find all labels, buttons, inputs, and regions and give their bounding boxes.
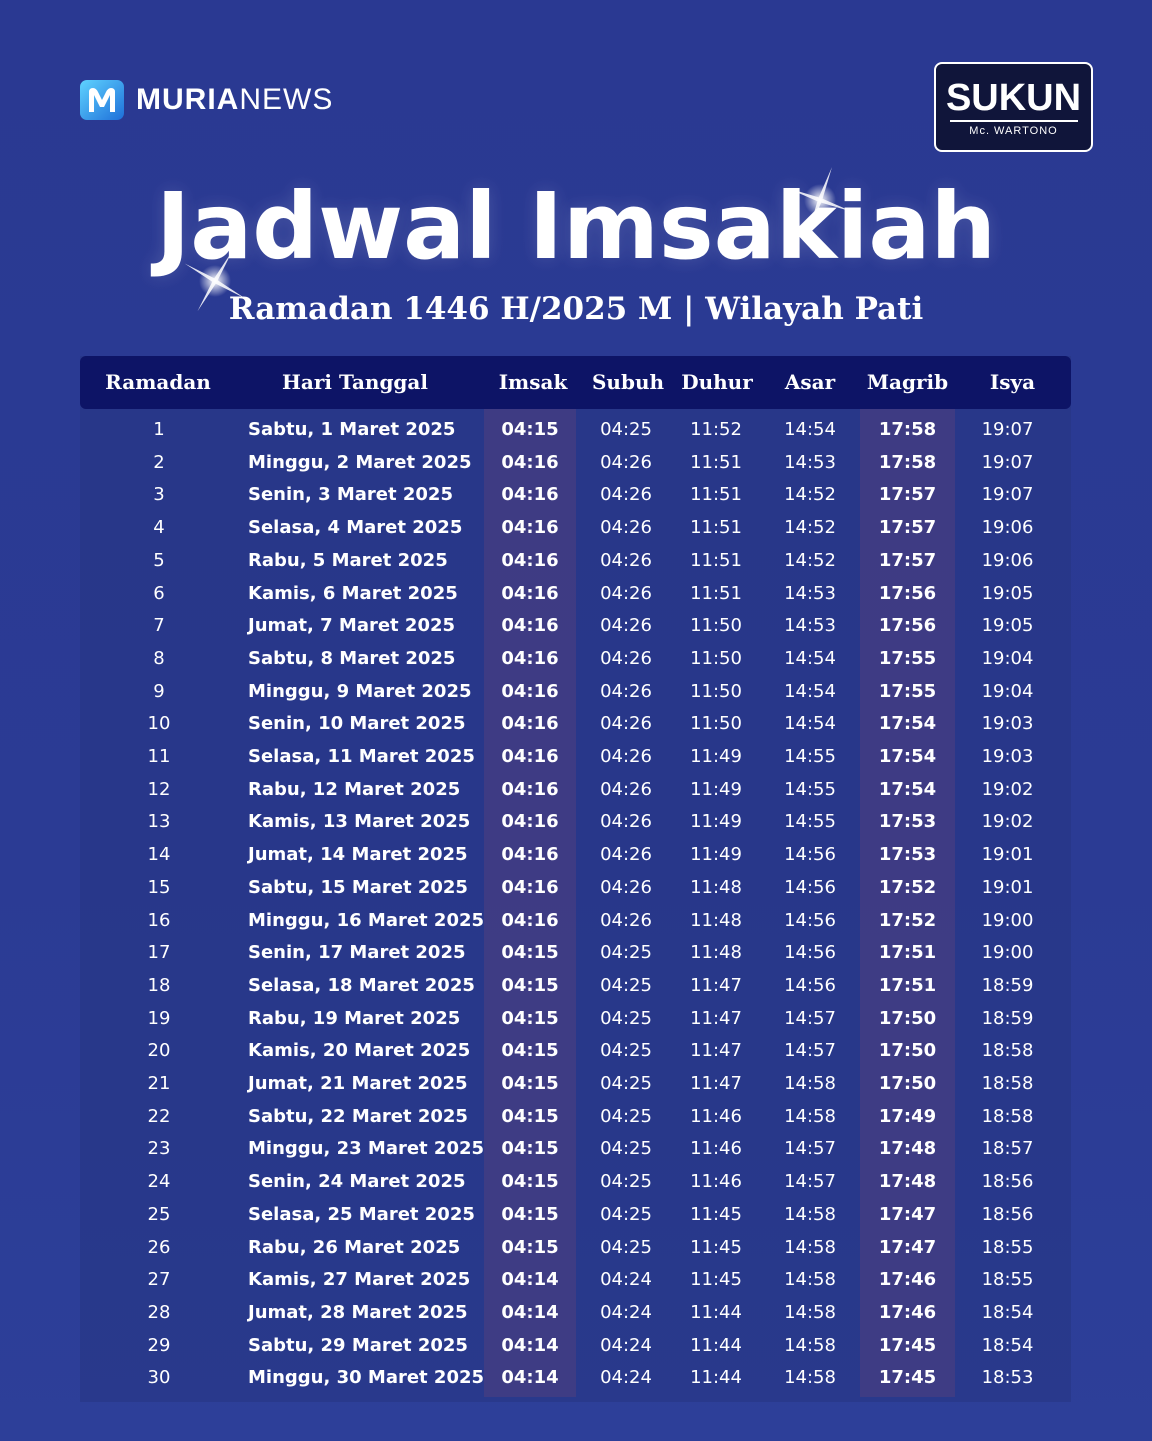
muria-news-logo-icon [80, 80, 124, 120]
page-title: Jadwal Imsakiah [155, 173, 997, 280]
imsak-time: 04:16 [501, 876, 559, 898]
asar-time: 14:58 [784, 1367, 836, 1389]
duhur-time: 11:49 [690, 811, 742, 833]
ramadan-day: 21 [147, 1073, 171, 1094]
duhur-time: 11:44 [690, 1301, 742, 1323]
imsak-time: 04:15 [501, 1007, 559, 1029]
duhur-time: 11:46 [690, 1105, 742, 1127]
isya-time: 19:02 [981, 811, 1034, 833]
isya-time: 18:53 [981, 1367, 1034, 1389]
sukun-divider [950, 120, 1078, 122]
date: Sabtu, 8 Maret 2025 [248, 647, 456, 669]
isya-time: 19:06 [981, 549, 1034, 571]
header-isya: Isya [989, 370, 1036, 394]
subuh-time: 04:25 [600, 1203, 652, 1225]
duhur-time: 11:47 [690, 1040, 742, 1062]
imsak-time: 04:14 [501, 1269, 559, 1291]
imsak-time: 04:15 [501, 1203, 559, 1225]
date: Selasa, 25 Maret 2025 [248, 1203, 475, 1225]
ramadan-day: 16 [147, 909, 171, 931]
magrib-time: 17:56 [878, 615, 937, 637]
magrib-time: 17:51 [878, 942, 937, 964]
ramadan-day: 17 [147, 942, 171, 964]
magrib-time: 17:52 [878, 909, 937, 931]
duhur-time: 11:45 [690, 1203, 742, 1225]
date: Rabu, 5 Maret 2025 [248, 549, 448, 571]
imsak-time: 04:16 [501, 549, 559, 571]
duhur-time: 11:51 [690, 484, 742, 506]
imsak-time: 04:16 [501, 484, 559, 506]
header-asar: Asar [784, 370, 836, 394]
imsak-time: 04:15 [501, 1105, 559, 1127]
isya-time: 18:57 [981, 1138, 1034, 1160]
isya-time: 19:01 [981, 844, 1034, 866]
ramadan-day: 24 [147, 1171, 171, 1193]
ramadan-day: 3 [153, 484, 165, 506]
subuh-time: 04:26 [600, 844, 652, 866]
subuh-time: 04:26 [600, 811, 652, 833]
subuh-time: 04:25 [600, 974, 652, 996]
header-imsak: Imsak [498, 370, 568, 394]
asar-time: 14:53 [784, 582, 836, 604]
date: Minggu, 9 Maret 2025 [248, 680, 472, 702]
isya-time: 19:05 [981, 582, 1034, 604]
date: Minggu, 2 Maret 2025 [248, 451, 472, 473]
ramadan-day: 11 [147, 746, 171, 767]
duhur-time: 11:51 [690, 549, 742, 571]
subuh-time: 04:26 [600, 484, 652, 506]
duhur-time: 11:49 [690, 746, 742, 767]
magrib-time: 17:50 [878, 1040, 937, 1062]
imsak-time: 04:15 [501, 1236, 559, 1258]
duhur-time: 11:51 [690, 517, 742, 539]
asar-time: 14:57 [784, 1007, 836, 1029]
ramadan-day: 4 [153, 517, 165, 539]
subuh-time: 04:25 [600, 942, 652, 964]
asar-time: 14:54 [784, 647, 836, 669]
subuh-time: 04:24 [600, 1334, 652, 1356]
imsak-time: 04:16 [501, 713, 559, 735]
isya-time: 18:55 [981, 1236, 1034, 1258]
date: Jumat, 21 Maret 2025 [248, 1073, 468, 1094]
magrib-time: 17:54 [878, 746, 937, 767]
duhur-time: 11:50 [690, 680, 742, 702]
subuh-time: 04:25 [600, 1073, 652, 1094]
isya-time: 18:58 [981, 1105, 1034, 1127]
magrib-time: 17:58 [878, 419, 937, 440]
subuh-time: 04:25 [600, 419, 652, 440]
asar-time: 14:57 [784, 1138, 836, 1160]
isya-time: 18:56 [981, 1171, 1034, 1193]
header-subuh: Subuh [591, 370, 665, 394]
duhur-time: 11:50 [690, 713, 742, 735]
date: Kamis, 27 Maret 2025 [248, 1269, 471, 1291]
ramadan-day: 28 [147, 1301, 171, 1323]
imsak-time: 04:16 [501, 680, 559, 702]
isya-time: 18:56 [981, 1203, 1034, 1225]
subuh-time: 04:26 [600, 876, 652, 898]
isya-time: 19:04 [981, 647, 1034, 669]
asar-time: 14:52 [784, 517, 836, 539]
header-ramadan: Ramadan [105, 370, 211, 394]
ramadan-day: 29 [147, 1334, 171, 1356]
magrib-time: 17:46 [878, 1269, 937, 1291]
isya-time: 19:03 [981, 746, 1034, 767]
isya-time: 18:55 [981, 1269, 1034, 1291]
ramadan-day: 9 [153, 680, 165, 702]
duhur-time: 11:50 [690, 647, 742, 669]
isya-time: 19:01 [981, 876, 1034, 898]
page-subtitle: Ramadan 1446 H/2025 M | Wilayah Pati [228, 291, 924, 327]
imsak-time: 04:15 [501, 1040, 559, 1062]
magrib-time: 17:46 [878, 1301, 937, 1323]
duhur-time: 11:46 [690, 1138, 742, 1160]
magrib-time: 17:56 [878, 582, 937, 604]
imsak-time: 04:15 [501, 1073, 559, 1094]
date: Selasa, 4 Maret 2025 [248, 517, 463, 539]
duhur-time: 11:49 [690, 778, 742, 800]
imsak-time: 04:16 [501, 615, 559, 637]
asar-time: 14:53 [784, 451, 836, 473]
magrib-time: 17:47 [878, 1236, 937, 1258]
asar-time: 14:56 [784, 974, 836, 996]
date: Kamis, 6 Maret 2025 [248, 582, 458, 604]
subuh-time: 04:26 [600, 582, 652, 604]
date: Sabtu, 1 Maret 2025 [248, 419, 456, 440]
imsak-time: 04:14 [501, 1301, 559, 1323]
date: Rabu, 19 Maret 2025 [248, 1007, 461, 1029]
subuh-time: 04:25 [600, 1105, 652, 1127]
date: Kamis, 13 Maret 2025 [248, 811, 471, 833]
subuh-time: 04:25 [600, 1040, 652, 1062]
duhur-time: 11:45 [690, 1236, 742, 1258]
ramadan-day: 22 [147, 1105, 171, 1127]
duhur-time: 11:52 [690, 419, 742, 440]
imsak-time: 04:14 [501, 1334, 559, 1356]
ramadan-day: 6 [153, 582, 165, 604]
date: Minggu, 30 Maret 2025 [248, 1367, 485, 1389]
subuh-time: 04:25 [600, 1171, 652, 1193]
magrib-time: 17:54 [878, 713, 937, 735]
magrib-time: 17:50 [878, 1073, 937, 1094]
asar-time: 14:57 [784, 1040, 836, 1062]
imsak-time: 04:16 [501, 517, 559, 539]
isya-time: 18:58 [981, 1040, 1034, 1062]
imsak-time: 04:16 [501, 582, 559, 604]
muria-news-logo [80, 80, 333, 120]
sukun-wordmark: SUKUN [945, 76, 1082, 119]
ramadan-day: 20 [147, 1040, 171, 1062]
date: Sabtu, 29 Maret 2025 [248, 1334, 468, 1356]
subuh-time: 04:26 [600, 909, 652, 931]
duhur-time: 11:48 [690, 942, 742, 964]
magrib-time: 17:57 [878, 484, 937, 506]
magrib-time: 17:50 [878, 1007, 937, 1029]
header-magrib: Magrib [866, 370, 949, 394]
magrib-time: 17:45 [878, 1334, 937, 1356]
subuh-time: 04:26 [600, 451, 652, 473]
ramadan-day: 19 [147, 1007, 171, 1029]
ramadan-day: 15 [147, 876, 171, 898]
ramadan-day: 25 [147, 1203, 171, 1225]
asar-time: 14:58 [784, 1269, 836, 1291]
imsak-time: 04:16 [501, 778, 559, 800]
date: Jumat, 14 Maret 2025 [248, 844, 468, 866]
magrib-time: 17:57 [878, 517, 937, 539]
isya-time: 18:59 [981, 974, 1034, 996]
asar-time: 14:56 [784, 876, 836, 898]
asar-time: 14:58 [784, 1073, 836, 1094]
date: Selasa, 11 Maret 2025 [248, 746, 475, 767]
duhur-time: 11:51 [690, 582, 742, 604]
asar-time: 14:57 [784, 1171, 836, 1193]
duhur-time: 11:49 [690, 844, 742, 866]
ramadan-day: 18 [147, 974, 171, 996]
imsak-time: 04:16 [501, 451, 559, 473]
isya-time: 19:07 [981, 451, 1034, 473]
magrib-time: 17:45 [878, 1367, 937, 1389]
isya-time: 19:00 [981, 942, 1034, 964]
magrib-time: 17:52 [878, 876, 937, 898]
magrib-time: 17:49 [878, 1105, 937, 1127]
ramadan-day: 2 [153, 451, 165, 473]
subuh-time: 04:26 [600, 615, 652, 637]
subuh-time: 04:26 [600, 680, 652, 702]
subuh-time: 04:25 [600, 1007, 652, 1029]
asar-time: 14:58 [784, 1203, 836, 1225]
imsak-time: 04:15 [501, 942, 559, 964]
ramadan-day: 14 [147, 844, 171, 866]
subuh-time: 04:26 [600, 517, 652, 539]
imsak-time: 04:14 [501, 1367, 559, 1389]
date: Kamis, 20 Maret 2025 [248, 1040, 471, 1062]
duhur-time: 11:46 [690, 1171, 742, 1193]
isya-time: 19:02 [981, 778, 1034, 800]
subuh-time: 04:25 [600, 1138, 652, 1160]
date: Minggu, 16 Maret 2025 [248, 909, 485, 931]
isya-time: 19:07 [981, 484, 1034, 506]
asar-time: 14:53 [784, 615, 836, 637]
asar-time: 14:54 [784, 713, 836, 735]
duhur-time: 11:44 [690, 1367, 742, 1389]
subuh-time: 04:26 [600, 549, 652, 571]
duhur-time: 11:45 [690, 1269, 742, 1291]
ramadan-day: 23 [147, 1138, 171, 1160]
magrib-time: 17:58 [878, 451, 937, 473]
subuh-time: 04:24 [600, 1269, 652, 1291]
imsak-time: 04:15 [501, 1171, 559, 1193]
isya-time: 18:58 [981, 1073, 1034, 1094]
isya-time: 19:03 [981, 713, 1034, 735]
imsak-time: 04:16 [501, 647, 559, 669]
date: Senin, 3 Maret 2025 [248, 484, 453, 506]
date: Senin, 17 Maret 2025 [248, 942, 466, 964]
date: Senin, 24 Maret 2025 [248, 1171, 466, 1193]
date: Sabtu, 15 Maret 2025 [248, 876, 468, 898]
duhur-time: 11:47 [690, 1073, 742, 1094]
sukun-logo [934, 62, 1093, 152]
duhur-time: 11:48 [690, 909, 742, 931]
isya-time: 18:59 [981, 1007, 1034, 1029]
duhur-time: 11:44 [690, 1334, 742, 1356]
date: Jumat, 28 Maret 2025 [248, 1301, 468, 1323]
imsak-time: 04:16 [501, 746, 559, 767]
ramadan-day: 27 [147, 1269, 171, 1291]
magrib-time: 17:53 [878, 811, 937, 833]
ramadan-day: 8 [153, 647, 165, 669]
date: Rabu, 12 Maret 2025 [248, 778, 461, 800]
asar-time: 14:54 [784, 419, 836, 440]
isya-time: 19:05 [981, 615, 1034, 637]
ramadan-day: 10 [147, 713, 171, 735]
asar-time: 14:58 [784, 1105, 836, 1127]
duhur-time: 11:47 [690, 1007, 742, 1029]
isya-time: 19:07 [981, 419, 1034, 440]
ramadan-day: 13 [147, 811, 171, 833]
magrib-time: 17:48 [878, 1138, 937, 1160]
isya-time: 19:04 [981, 680, 1034, 702]
magrib-time: 17:54 [878, 778, 937, 800]
asar-time: 14:52 [784, 484, 836, 506]
imsak-time: 04:16 [501, 811, 559, 833]
subuh-time: 04:24 [600, 1301, 652, 1323]
magrib-time: 17:48 [878, 1171, 937, 1193]
header-hari-tanggal: Hari Tanggal [282, 370, 428, 394]
asar-time: 14:52 [784, 549, 836, 571]
imsak-time: 04:15 [501, 1138, 559, 1160]
date: Jumat, 7 Maret 2025 [248, 615, 456, 637]
ramadan-day: 5 [153, 549, 165, 571]
asar-time: 14:55 [784, 746, 836, 767]
asar-time: 14:54 [784, 680, 836, 702]
asar-time: 14:58 [784, 1236, 836, 1258]
asar-time: 14:56 [784, 844, 836, 866]
asar-time: 14:55 [784, 778, 836, 800]
imsak-time: 04:15 [501, 974, 559, 996]
ramadan-day: 26 [147, 1236, 171, 1258]
magrib-time: 17:47 [878, 1203, 937, 1225]
header-duhur: Duhur [681, 370, 753, 394]
ramadan-day: 30 [147, 1367, 171, 1389]
magrib-time: 17:55 [878, 680, 937, 702]
sukun-subtitle: Mc. WARTONO [969, 124, 1058, 137]
isya-time: 18:54 [981, 1334, 1034, 1356]
subuh-time: 04:24 [600, 1367, 652, 1389]
duhur-time: 11:48 [690, 876, 742, 898]
ramadan-day: 1 [153, 419, 165, 440]
magrib-time: 17:55 [878, 647, 937, 669]
subuh-time: 04:26 [600, 778, 652, 800]
magrib-time: 17:53 [878, 844, 937, 866]
ramadan-day: 12 [147, 778, 171, 800]
subuh-time: 04:25 [600, 1236, 652, 1258]
isya-time: 19:00 [981, 909, 1034, 931]
magrib-time: 17:57 [878, 549, 937, 571]
duhur-time: 11:50 [690, 615, 742, 637]
duhur-time: 11:47 [690, 974, 742, 996]
asar-time: 14:58 [784, 1301, 836, 1323]
asar-time: 14:58 [784, 1334, 836, 1356]
asar-time: 14:56 [784, 909, 836, 931]
date: Sabtu, 22 Maret 2025 [248, 1105, 468, 1127]
isya-time: 18:54 [981, 1301, 1034, 1323]
magrib-time: 17:51 [878, 974, 937, 996]
imsak-time: 04:15 [501, 419, 559, 440]
asar-time: 14:56 [784, 942, 836, 964]
subuh-time: 04:26 [600, 746, 652, 767]
date: Rabu, 26 Maret 2025 [248, 1236, 461, 1258]
duhur-time: 11:51 [690, 451, 742, 473]
date: Minggu, 23 Maret 2025 [248, 1138, 485, 1160]
imsak-time: 04:16 [501, 909, 559, 931]
ramadan-day: 7 [153, 615, 165, 637]
date: Selasa, 18 Maret 2025 [248, 974, 475, 996]
date: Senin, 10 Maret 2025 [248, 713, 466, 735]
imsak-time: 04:16 [501, 844, 559, 866]
asar-time: 14:55 [784, 811, 836, 833]
muria-news-wordmark: MURIANEWS [136, 83, 334, 116]
isya-time: 19:06 [981, 517, 1034, 539]
subuh-time: 04:26 [600, 713, 652, 735]
subuh-time: 04:26 [600, 647, 652, 669]
